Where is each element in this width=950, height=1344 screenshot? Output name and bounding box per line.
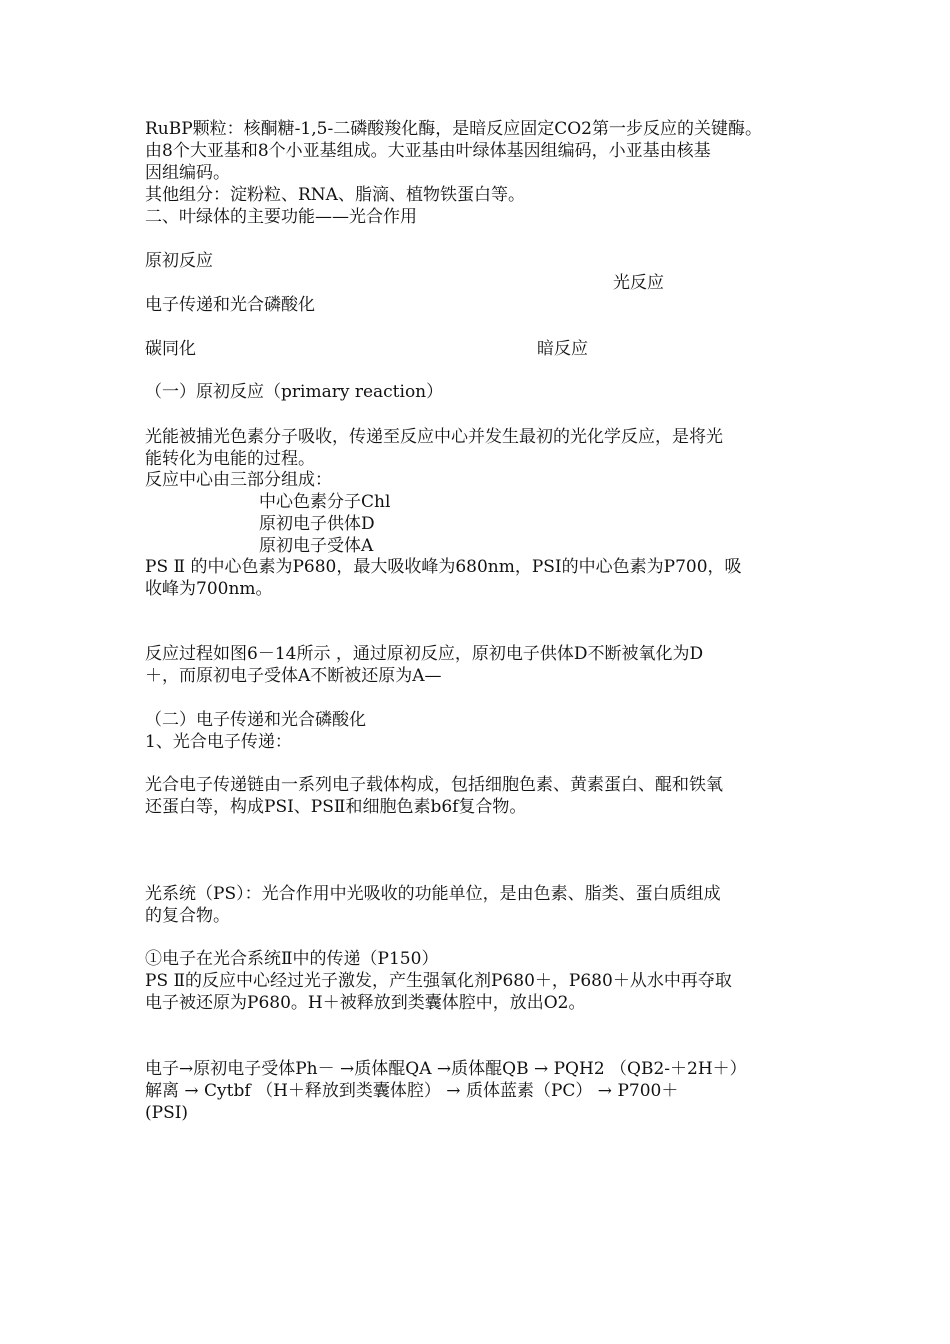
section-2-heading: 二、叶绿体的主要功能——光合作用 — [145, 207, 417, 227]
photosynthetic-electron-transport-heading: 1、光合电子传递： — [145, 732, 292, 752]
transport-chain-line-2: 还蛋白等，构成PSⅠ、PSⅡ和细胞色素b6f复合物。 — [145, 797, 527, 817]
rc-item-chl: 中心色素分子Chl — [259, 492, 391, 512]
transport-chain-line-1: 光合电子传递链由一系列电子载体构成，包括细胞色素、黄素蛋白、醌和铁氧 — [145, 775, 723, 795]
psii-text-line-2: 电子被还原为P680。H＋被释放到类囊体腔中，放出O2。 — [145, 993, 586, 1013]
reaction-center-intro: 反应中心由三部分组成： — [145, 470, 332, 490]
rc-item-donor: 原初电子供体D — [259, 514, 375, 534]
subsection-1-heading: （一）原初反应（primary reaction） — [145, 382, 444, 402]
primary-reaction-para-line-2: 能转化为电能的过程。 — [145, 449, 315, 469]
primary-reaction-para-line-1: 光能被捕光色素分子吸收，传递至反应中心并发生最初的光化学反应，是将光 — [145, 427, 723, 447]
electron-flow-line-2: 解离 → Cytbf （H＋释放到类囊体腔） → 质体蓝素（PC） → P700＋ — [145, 1081, 679, 1101]
ps-center-pigment-line-1: PS Ⅱ 的中心色素为P680，最大吸收峰为680nm，PSⅠ的中心色素为P700，吸 — [145, 557, 742, 577]
ps-center-pigment-line-2: 收峰为700nm。 — [145, 579, 273, 599]
rc-item-acceptor: 原初电子受体A — [259, 536, 374, 556]
reaction-process-line-2: ＋，而原初电子受体A不断被还原为A— — [145, 666, 442, 686]
psii-text-line-1: PS Ⅱ的反应中心经过光子激发，产生强氧化剂P680＋，P680＋从水中再夺取 — [145, 971, 732, 991]
electron-flow-line-1: 电子→原初电子受体Ph－ →质体醌QA →质体醌QB → PQH2 （QB2-＋2H＋） — [145, 1059, 747, 1079]
electron-flow-line-3: (PSⅠ) — [145, 1103, 189, 1123]
rubp-text-line-1: RuBP颗粒：核酮糖-1,5-二磷酸羧化酶，是暗反应固定CO2第一步反应的关键酶。 — [145, 119, 762, 139]
photosystem-definition-line-1: 光系统（PS）：光合作用中光吸收的功能单位，是由色素、脂类、蛋白质组成 — [145, 884, 721, 904]
psii-transport-heading: ①电子在光合系统Ⅱ中的传递（P150） — [145, 949, 439, 969]
other-components-text: 其他组分：淀粉粒、RNA、脂滴、植物铁蛋白等。 — [145, 185, 525, 205]
subsection-2-heading: （二）电子传递和光合磷酸化 — [145, 710, 366, 730]
photosystem-definition-line-2: 的复合物。 — [145, 906, 230, 926]
rubp-text-line-3: 因组编码。 — [145, 163, 230, 183]
rubp-text-line-2: 由8个大亚基和8个小亚基组成。大亚基由叶绿体基因组编码，小亚基由核基 — [145, 141, 711, 161]
diagram-light-reaction: 光反应 — [613, 273, 664, 293]
diagram-electron-transport: 电子传递和光合磷酸化 — [145, 295, 315, 315]
diagram-primary-reaction: 原初反应 — [145, 251, 213, 271]
diagram-carbon-assimilation: 碳同化 — [145, 339, 196, 359]
diagram-dark-reaction: 暗反应 — [537, 339, 588, 359]
reaction-process-line-1: 反应过程如图6－14所示 ，通过原初反应，原初电子供体D不断被氧化为D — [145, 644, 704, 664]
